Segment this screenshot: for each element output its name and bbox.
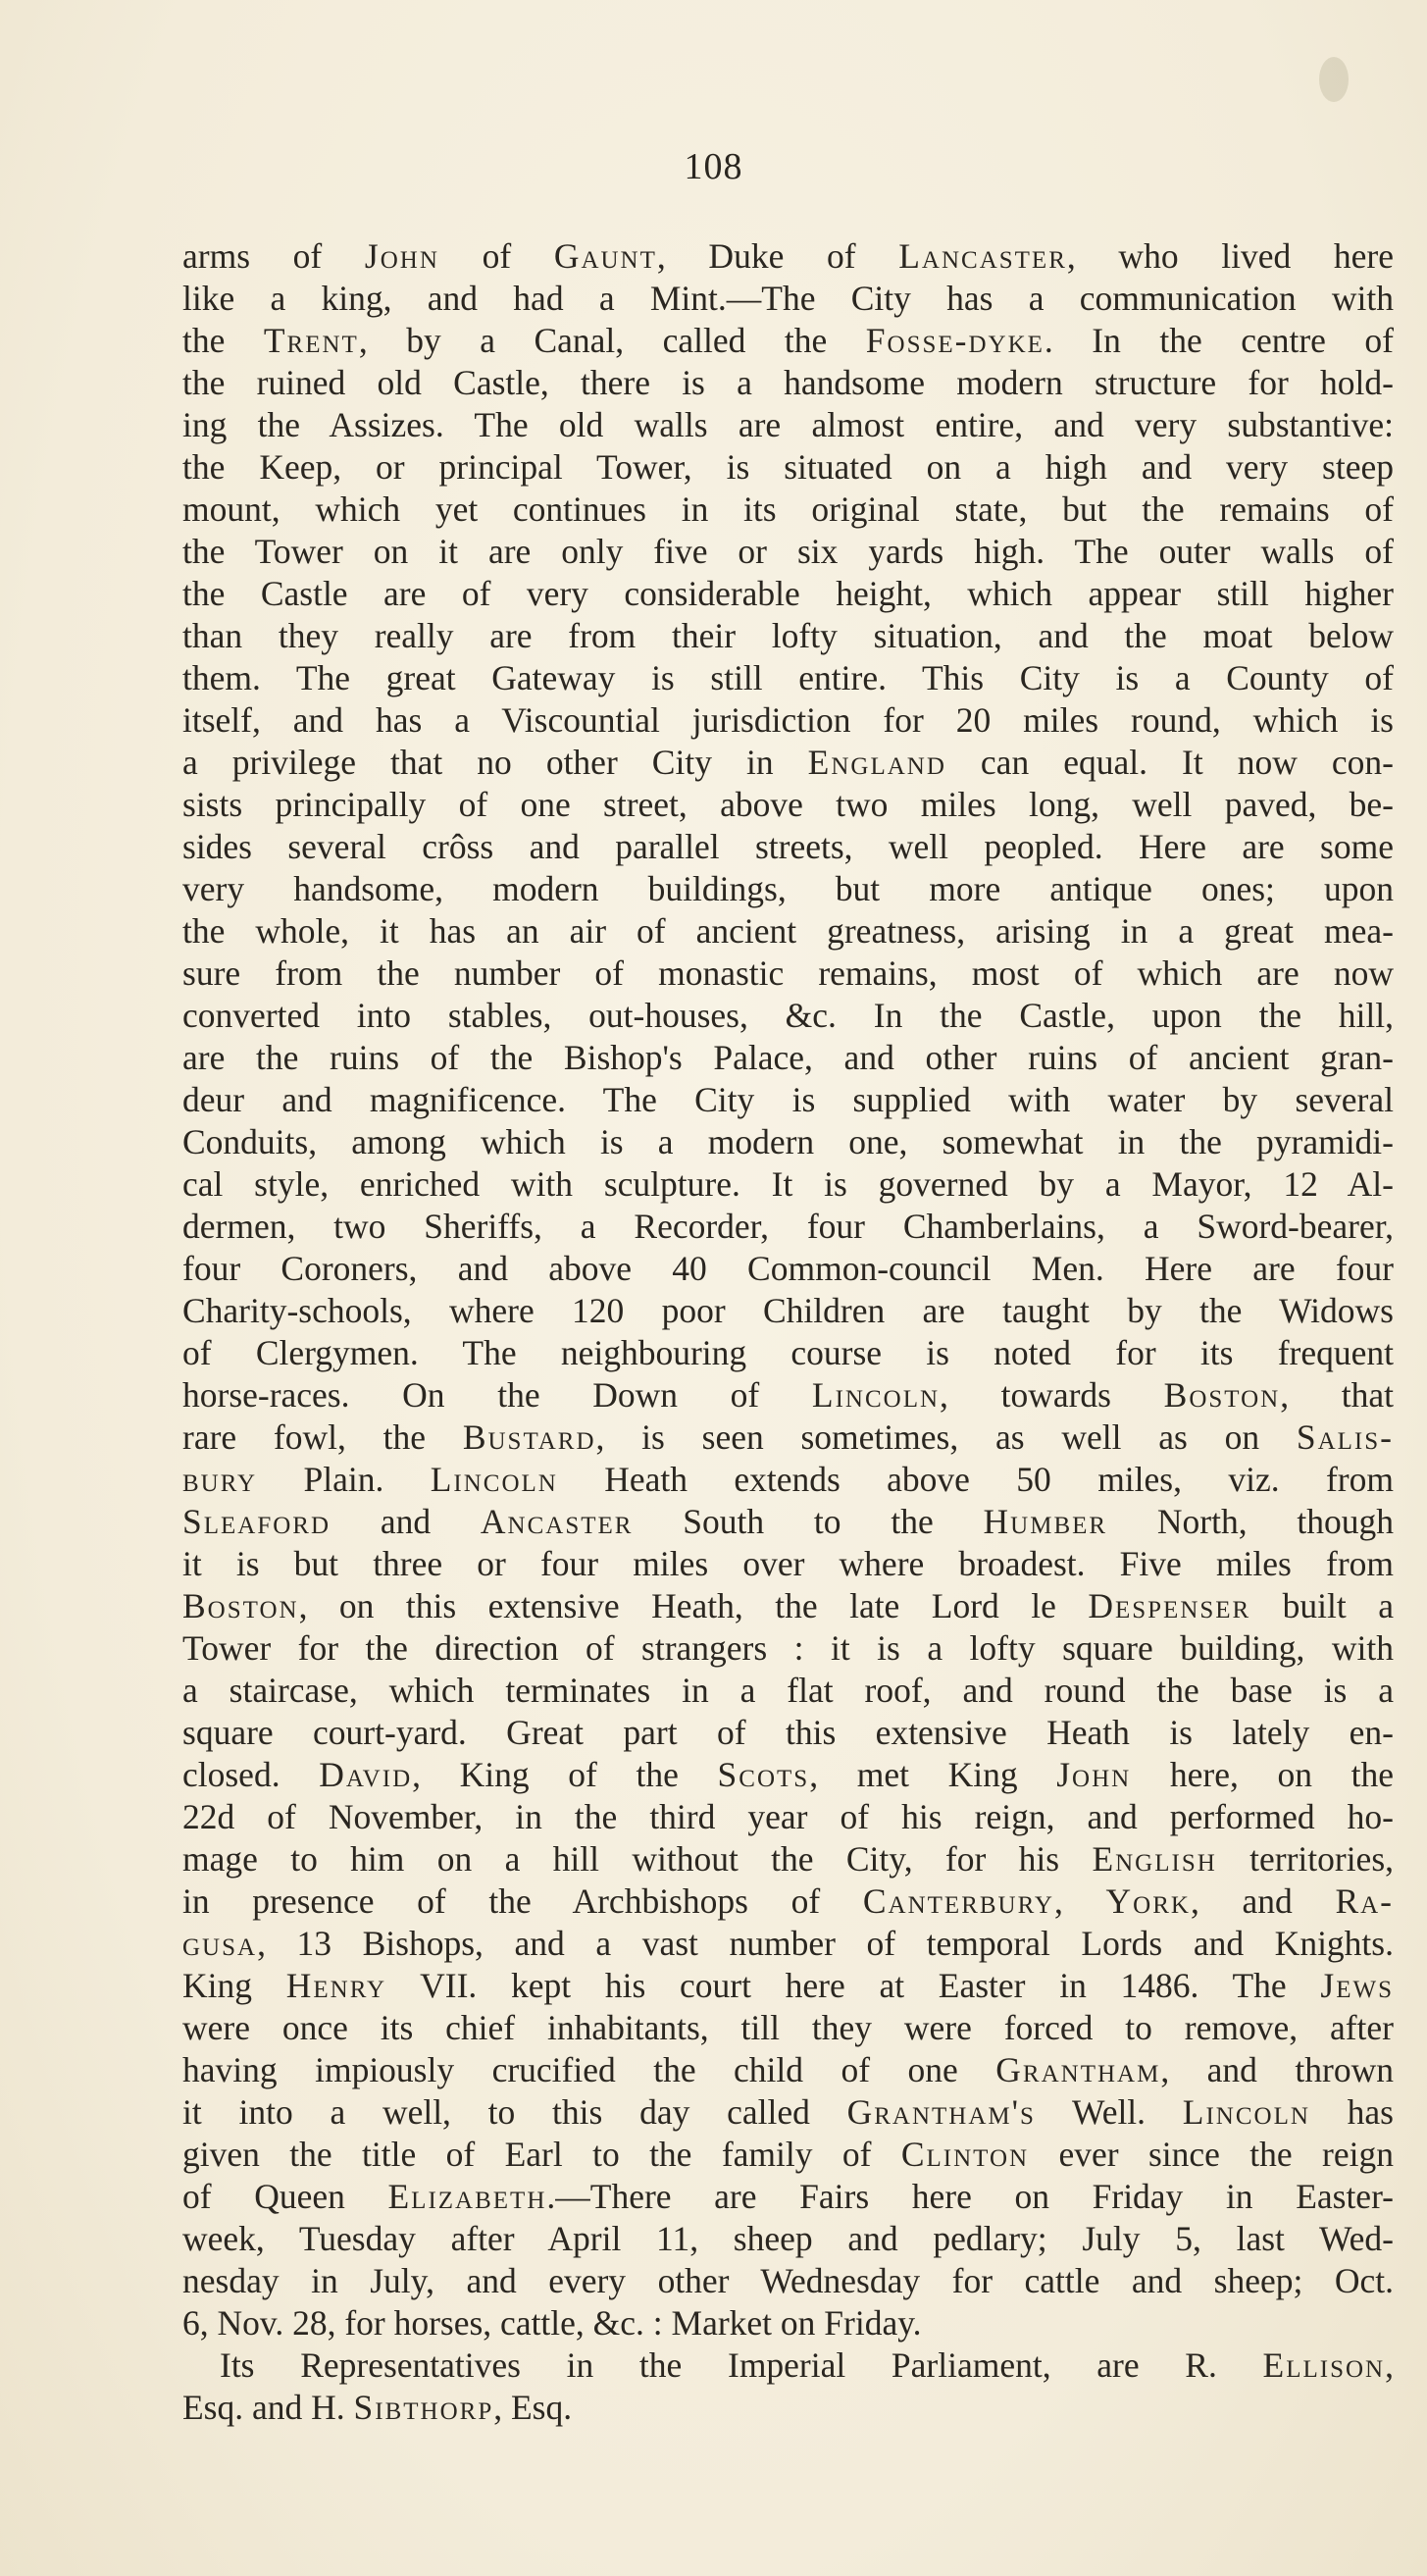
text-line bbox=[182, 1880, 1394, 1923]
small-caps-name: Humber bbox=[983, 1502, 1108, 1541]
text-run: , on this extensive Heath, the late Lord le bbox=[298, 1586, 1089, 1625]
text-run: itself, and has a Viscountial jurisdiction for 20 miles round, which is bbox=[182, 700, 1394, 740]
text-line bbox=[182, 2260, 1394, 2302]
text-run: very handsome, modern buildings, but more antique ones; upon bbox=[182, 869, 1394, 908]
text-line bbox=[182, 1501, 1394, 1543]
text-line bbox=[182, 2218, 1394, 2260]
text-run: them. The great Gateway is still entire. This City is a County of bbox=[182, 658, 1394, 697]
small-caps-name: gusa bbox=[182, 1924, 258, 1963]
text-run: here, on the bbox=[1131, 1755, 1394, 1794]
text-line bbox=[182, 1417, 1394, 1459]
text-line bbox=[182, 1037, 1394, 1079]
text-line bbox=[182, 404, 1394, 446]
small-caps-name: York bbox=[1105, 1881, 1191, 1921]
text-line bbox=[182, 2007, 1394, 2049]
text-run: like a king, and had a Mint.—The City has a communication with bbox=[182, 279, 1394, 318]
small-caps-name: Ra- bbox=[1335, 1881, 1395, 1921]
text-run: Charity-schools, where 120 poor Children are taught by the Widows bbox=[182, 1291, 1394, 1330]
text-run: South to the bbox=[633, 1502, 984, 1541]
small-caps-name: Canterbury bbox=[862, 1881, 1054, 1921]
text-run: mage to him on a hill without the City, for his bbox=[182, 1839, 1093, 1879]
text-line bbox=[182, 446, 1394, 489]
text-run: , King of the bbox=[412, 1755, 718, 1794]
small-caps-name: Sleaford bbox=[182, 1502, 331, 1541]
text-run: , Esq. bbox=[493, 2388, 573, 2427]
text-run: King bbox=[182, 1966, 286, 2005]
text-run: of Clergymen. The neighbouring course is noted for its frequent bbox=[182, 1333, 1394, 1372]
text-run: having impiously crucified the child of one bbox=[182, 2050, 996, 2089]
text-run: , by a Canal, called the bbox=[358, 321, 866, 360]
text-run: arms of bbox=[182, 236, 365, 276]
small-caps-name: David bbox=[319, 1755, 413, 1794]
text-run: of bbox=[438, 236, 554, 276]
small-caps-name: Boston bbox=[1163, 1375, 1281, 1415]
small-caps-name: Lincoln bbox=[1182, 2092, 1310, 2132]
text-run: has bbox=[1309, 2092, 1394, 2132]
text-line bbox=[182, 1965, 1394, 2007]
small-caps-name: Gaunt bbox=[553, 236, 657, 276]
small-caps-name: Jews bbox=[1320, 1966, 1395, 2005]
text-line bbox=[182, 1543, 1394, 1585]
text-run: , bbox=[1053, 1881, 1106, 1921]
text-run: , and bbox=[1190, 1881, 1336, 1921]
text-line bbox=[182, 278, 1394, 320]
text-run: sists principally of one street, above two miles long, well paved, be- bbox=[182, 785, 1394, 824]
text-line bbox=[182, 1670, 1394, 1712]
text-run: square court-yard. Great part of this extensive Heath is lately en- bbox=[182, 1713, 1394, 1752]
text-line bbox=[182, 868, 1394, 910]
text-line bbox=[182, 826, 1394, 868]
text-line bbox=[182, 2134, 1394, 2176]
text-run: .—There are Fairs here on Friday in Easter- bbox=[546, 2177, 1394, 2216]
small-caps-name: Lancaster bbox=[898, 236, 1067, 276]
text-line bbox=[182, 1838, 1394, 1880]
text-run: , that bbox=[1280, 1375, 1394, 1415]
small-caps-name: Henry bbox=[285, 1966, 387, 2005]
small-caps-name: Scots bbox=[717, 1755, 810, 1794]
text-run: four Coroners, and above 40 Common-council Men. Here are four bbox=[182, 1249, 1394, 1288]
text-run: a privilege that no other City in bbox=[182, 743, 808, 782]
text-run: it into a well, to this day called bbox=[182, 2092, 847, 2132]
text-run: the Keep, or principal Tower, is situated on a high and very steep bbox=[182, 447, 1394, 487]
small-caps-name: John bbox=[1056, 1755, 1132, 1794]
text-line bbox=[182, 1121, 1394, 1163]
text-run: . In the centre of bbox=[1044, 321, 1394, 360]
text-run: the bbox=[182, 321, 264, 360]
small-caps-name: Bustard bbox=[462, 1417, 596, 1457]
text-run: it is but three or four miles over where broadest. Five miles from bbox=[182, 1544, 1394, 1583]
text-run: VII. kept his court here at Easter in 1486. The bbox=[386, 1966, 1321, 2005]
text-line bbox=[182, 573, 1394, 615]
text-run: rare fowl, the bbox=[182, 1417, 463, 1457]
text-run: Esq. and H. bbox=[182, 2388, 354, 2427]
small-caps-name: Ancaster bbox=[480, 1502, 634, 1541]
text-line bbox=[182, 2176, 1394, 2218]
text-run: sides several crôss and parallel streets, well peopled. Here are some bbox=[182, 827, 1394, 866]
text-line bbox=[182, 1290, 1394, 1332]
text-run: , and thrown bbox=[1160, 2050, 1394, 2089]
text-line bbox=[182, 1079, 1394, 1121]
text-line bbox=[182, 531, 1394, 573]
text-line bbox=[182, 2344, 1394, 2387]
text-line bbox=[182, 489, 1394, 531]
text-run: sure from the number of monastic remains, most of which are now bbox=[182, 953, 1394, 993]
text-line bbox=[182, 1585, 1394, 1627]
text-line bbox=[182, 1374, 1394, 1417]
text-run: were once its chief inhabitants, till they were forced to remove, after bbox=[182, 2008, 1394, 2047]
text-run: , met King bbox=[809, 1755, 1057, 1794]
text-run: closed. bbox=[182, 1755, 320, 1794]
text-line bbox=[182, 2091, 1394, 2134]
text-line bbox=[182, 742, 1394, 784]
text-run: than they really are from their lofty situation, and the moat below bbox=[182, 616, 1394, 655]
text-line bbox=[182, 2302, 1394, 2344]
text-run: , towards bbox=[940, 1375, 1164, 1415]
small-caps-name: Ellison bbox=[1262, 2345, 1386, 2385]
small-caps-name: Grantham bbox=[995, 2050, 1161, 2089]
text-line bbox=[182, 1627, 1394, 1670]
text-run: built a bbox=[1250, 1586, 1394, 1625]
text-run: can equal. It now con- bbox=[945, 743, 1395, 782]
text-run: Tower for the direction of strangers : it is a lofty square building, with bbox=[182, 1628, 1394, 1668]
text-line bbox=[182, 1206, 1394, 1248]
small-caps-name: England bbox=[807, 743, 946, 782]
text-line bbox=[182, 784, 1394, 826]
text-line bbox=[182, 2049, 1394, 2091]
small-caps-name: Despenser bbox=[1088, 1586, 1251, 1625]
paper-stain bbox=[1319, 57, 1349, 102]
text-run: , who lived here bbox=[1066, 236, 1394, 276]
text-run: ever since the reign bbox=[1029, 2135, 1394, 2174]
text-run: dermen, two Sheriffs, a Recorder, four Chamberlains, a Sword-bearer, bbox=[182, 1207, 1394, 1246]
text-run: deur and magnificence. The City is supplied with water by several bbox=[182, 1080, 1394, 1119]
small-caps-name: Lincoln bbox=[811, 1375, 941, 1415]
text-run: Its Representatives in the Imperial Parliament, are R. bbox=[220, 2345, 1263, 2385]
small-caps-name: English bbox=[1092, 1839, 1217, 1879]
text-run: a staircase, which terminates in a flat roof, and round the base is a bbox=[182, 1671, 1394, 1710]
small-caps-name: Sibthorp bbox=[353, 2388, 494, 2427]
text-run: territories, bbox=[1216, 1839, 1395, 1879]
text-line bbox=[182, 1923, 1394, 1965]
text-line bbox=[182, 320, 1394, 362]
text-line bbox=[182, 657, 1394, 699]
text-line bbox=[182, 699, 1394, 742]
small-caps-name: Fosse-dyke bbox=[865, 321, 1045, 360]
text-run: the whole, it has an air of ancient greatness, arising in a great mea- bbox=[182, 911, 1394, 951]
text-line bbox=[182, 2387, 1394, 2429]
small-caps-name: Lincoln bbox=[430, 1460, 558, 1499]
small-caps-name: bury bbox=[182, 1460, 258, 1499]
text-run: Well. bbox=[1035, 2092, 1183, 2132]
text-run: , is seen sometimes, as well as on bbox=[595, 1417, 1297, 1457]
text-run: North, though bbox=[1107, 1502, 1395, 1541]
small-caps-name: Trent bbox=[263, 321, 359, 360]
text-line bbox=[182, 1796, 1394, 1838]
text-run: Plain. bbox=[257, 1460, 431, 1499]
text-run: , Duke of bbox=[656, 236, 899, 276]
page-number: 108 bbox=[684, 146, 743, 187]
text-run: 22d of November, in the third year of his reign, and performed ho- bbox=[182, 1797, 1394, 1836]
small-caps-name: Clinton bbox=[900, 2135, 1030, 2174]
text-run: the ruined old Castle, there is a handsome modern structure for hold- bbox=[182, 363, 1394, 402]
text-run: of Queen bbox=[182, 2177, 388, 2216]
text-run: converted into stables, out-houses, &c. In the Castle, upon the hill, bbox=[182, 996, 1394, 1035]
text-run: Conduits, among which is a modern one, somewhat in the pyramidi- bbox=[182, 1122, 1394, 1161]
text-run: week, Tuesday after April 11, sheep and pedlary; July 5, last Wed- bbox=[182, 2219, 1394, 2258]
small-caps-name: John bbox=[364, 236, 439, 276]
text-run: the Tower on it are only five or six yards high. The outer walls of bbox=[182, 532, 1394, 571]
text-line bbox=[182, 1754, 1394, 1796]
text-run: mount, which yet continues in its original state, but the remains of bbox=[182, 489, 1394, 529]
text-line bbox=[182, 615, 1394, 657]
text-line bbox=[182, 953, 1394, 995]
text-run: 6, Nov. 28, for horses, cattle, &c. : Market on Friday. bbox=[182, 2303, 922, 2343]
text-run: cal style, enriched with sculpture. It is governed by a Mayor, 12 Al- bbox=[182, 1164, 1394, 1204]
text-line bbox=[182, 910, 1394, 953]
text-line bbox=[182, 1332, 1394, 1374]
text-run: , bbox=[1385, 2345, 1394, 2385]
text-line bbox=[182, 1459, 1394, 1501]
text-line bbox=[182, 1163, 1394, 1206]
text-run: the Castle are of very considerable height, which appear still higher bbox=[182, 574, 1394, 613]
text-run: are the ruins of the Bishop's Palace, and other ruins of ancient gran- bbox=[182, 1038, 1394, 1077]
small-caps-name: Elizabeth bbox=[387, 2177, 547, 2216]
body-text bbox=[182, 235, 1394, 2429]
text-run: , 13 Bishops, and a vast number of temporal Lords and Knights. bbox=[257, 1924, 1394, 1963]
text-line bbox=[182, 995, 1394, 1037]
small-caps-name: Salis- bbox=[1296, 1417, 1394, 1457]
text-run: given the title of Earl to the family of bbox=[182, 2135, 901, 2174]
small-caps-name: Grantham's bbox=[846, 2092, 1036, 2132]
text-line bbox=[182, 1248, 1394, 1290]
text-line bbox=[182, 1712, 1394, 1754]
small-caps-name: Boston bbox=[182, 1586, 299, 1625]
text-run: and bbox=[331, 1502, 481, 1541]
text-run: nesday in July, and every other Wednesday for cattle and sheep; Oct. bbox=[182, 2261, 1394, 2300]
text-run: ing the Assizes. The old walls are almost entire, and very substantive: bbox=[182, 405, 1394, 444]
text-line bbox=[182, 362, 1394, 404]
text-run: in presence of the Archbishops of bbox=[182, 1881, 863, 1921]
text-run: horse-races. On the Down of bbox=[182, 1375, 812, 1415]
text-line bbox=[182, 235, 1394, 278]
text-run: Heath extends above 50 miles, viz. from bbox=[557, 1460, 1394, 1499]
